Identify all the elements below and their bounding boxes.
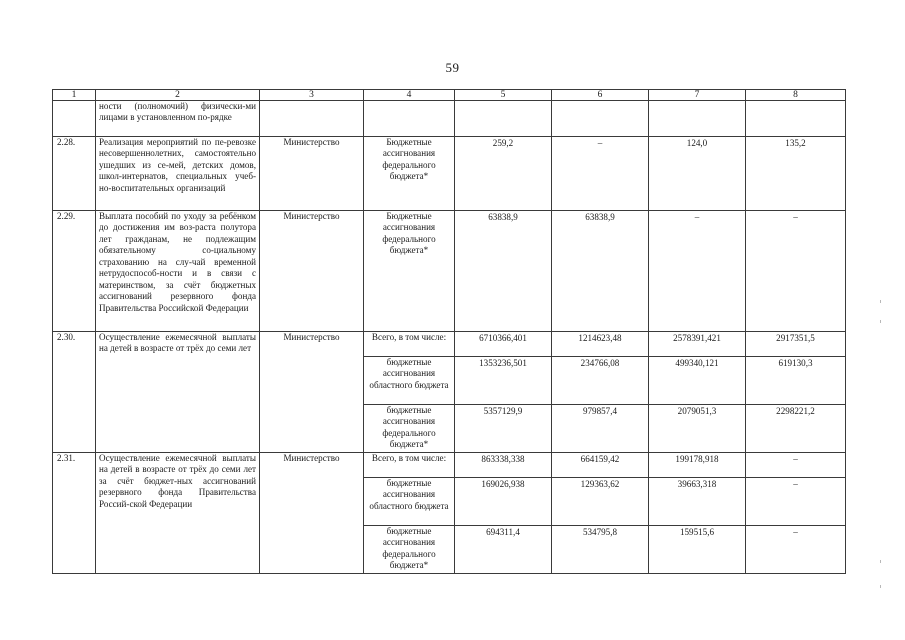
funding-source: бюджетные ассигнования федерального бюджета*	[364, 526, 455, 574]
value-col6: 664159,42	[552, 453, 649, 478]
table-row	[53, 101, 846, 137]
funding-source: бюджетные ассигнования областного бюджета	[364, 478, 455, 526]
value-col8: –	[746, 453, 846, 478]
value-col5: 6710366,401	[455, 332, 552, 357]
value-col6: 129363,62	[552, 478, 649, 526]
table-row	[53, 137, 846, 211]
value-col5: 259,2	[455, 137, 552, 211]
row-description: Реализация мероприятий по пе-ревозке несовершеннолетних, самостоятельно ушедших из се-мей, детских домов, школ-интернатов, специальных учеб-но-воспитательных организаций	[96, 137, 260, 211]
value-col7: 39663,318	[649, 478, 746, 526]
row-number: 2.29.	[53, 211, 96, 332]
row-description: Осуществление ежемесячной выплаты на детей в возрасте от трёх до семи лет	[96, 332, 260, 453]
column-number-header	[53, 90, 846, 101]
value-col5: 169026,938	[455, 478, 552, 526]
value-col8: 619130,3	[746, 357, 846, 405]
value-col8: –	[746, 526, 846, 574]
value-col8: –	[746, 211, 846, 332]
value-col7: 499340,121	[649, 357, 746, 405]
value-col8: 2917351,5	[746, 332, 846, 357]
value-col5: 694311,4	[455, 526, 552, 574]
value-col6: 979857,4	[552, 405, 649, 453]
row-number-cell	[53, 101, 96, 137]
funding-source: Всего, в том числе:	[364, 332, 455, 357]
row-description: Осуществление ежемесячной выплаты на детей в возрасте от трёх до семи лет за счёт бюджет-ных ассигнований резервного фонда Правительства Россий-ской Федерации	[96, 453, 260, 574]
value-col5: 1353236,501	[455, 357, 552, 405]
row-number: 2.31.	[53, 453, 96, 574]
value-col6: 63838,9	[552, 211, 649, 332]
column-header: 4	[364, 90, 455, 101]
row-executor: Министерство	[260, 211, 364, 332]
column-header: 3	[260, 90, 364, 101]
table-row	[53, 211, 846, 332]
column-header: 7	[649, 90, 746, 101]
value-col6: 534795,8	[552, 526, 649, 574]
row-number: 2.28.	[53, 137, 96, 211]
scan-artifact	[880, 585, 881, 588]
value-col7: –	[649, 211, 746, 332]
column-header: 2	[96, 90, 260, 101]
value-col7: 2079051,3	[649, 405, 746, 453]
value-col8: 135,2	[746, 137, 846, 211]
row-executor: Министерство	[260, 332, 364, 453]
value-col6: 1214623,48	[552, 332, 649, 357]
value-col5: 863338,338	[455, 453, 552, 478]
value-col8: 2298221,2	[746, 405, 846, 453]
description-cell: ности (полномочий) физически-ми лицами в установленном по-рядке	[96, 101, 260, 137]
value-col5: 63838,9	[455, 211, 552, 332]
funding-source: бюджетные ассигнования федерального бюджета*	[364, 405, 455, 453]
budget-table	[52, 89, 846, 574]
value-col6: –	[552, 137, 649, 211]
page-number: 59	[445, 60, 460, 75]
value-col8: –	[746, 478, 846, 526]
value-col7: 124,0	[649, 137, 746, 211]
value-col7: 159515,6	[649, 526, 746, 574]
value-col5: 5357129,9	[455, 405, 552, 453]
row-executor: Министерство	[260, 453, 364, 574]
table-row	[53, 332, 846, 357]
table-row	[53, 453, 846, 478]
funding-source: Всего, в том числе:	[364, 453, 455, 478]
column-header: 6	[552, 90, 649, 101]
scan-artifact	[880, 300, 881, 303]
funding-source: Бюджетные ассигнования федерального бюджета*	[364, 211, 455, 332]
scan-artifact	[880, 560, 881, 563]
row-number: 2.30.	[53, 332, 96, 453]
value-col7: 2578391,421	[649, 332, 746, 357]
scan-artifact	[880, 320, 881, 323]
column-header: 5	[455, 90, 552, 101]
funding-source: Бюджетные ассигнования федерального бюджета*	[364, 137, 455, 211]
column-header: 1	[53, 90, 96, 101]
column-header: 8	[746, 90, 846, 101]
value-col6: 234766,08	[552, 357, 649, 405]
row-executor: Министерство	[260, 137, 364, 211]
row-description: Выплата пособий по уходу за ребёнком до достижения им воз-раста полутора лет гражданам, не подлежащим обязательному со-циальному страхованию на слу-чай временной нетрудоспособ-ности и в связи с материнством, за счёт бюджетных ассигнований резервного фонда Правительства Российской Федерации	[96, 211, 260, 332]
funding-source: бюджетные ассигнования областного бюджета	[364, 357, 455, 405]
value-col7: 199178,918	[649, 453, 746, 478]
